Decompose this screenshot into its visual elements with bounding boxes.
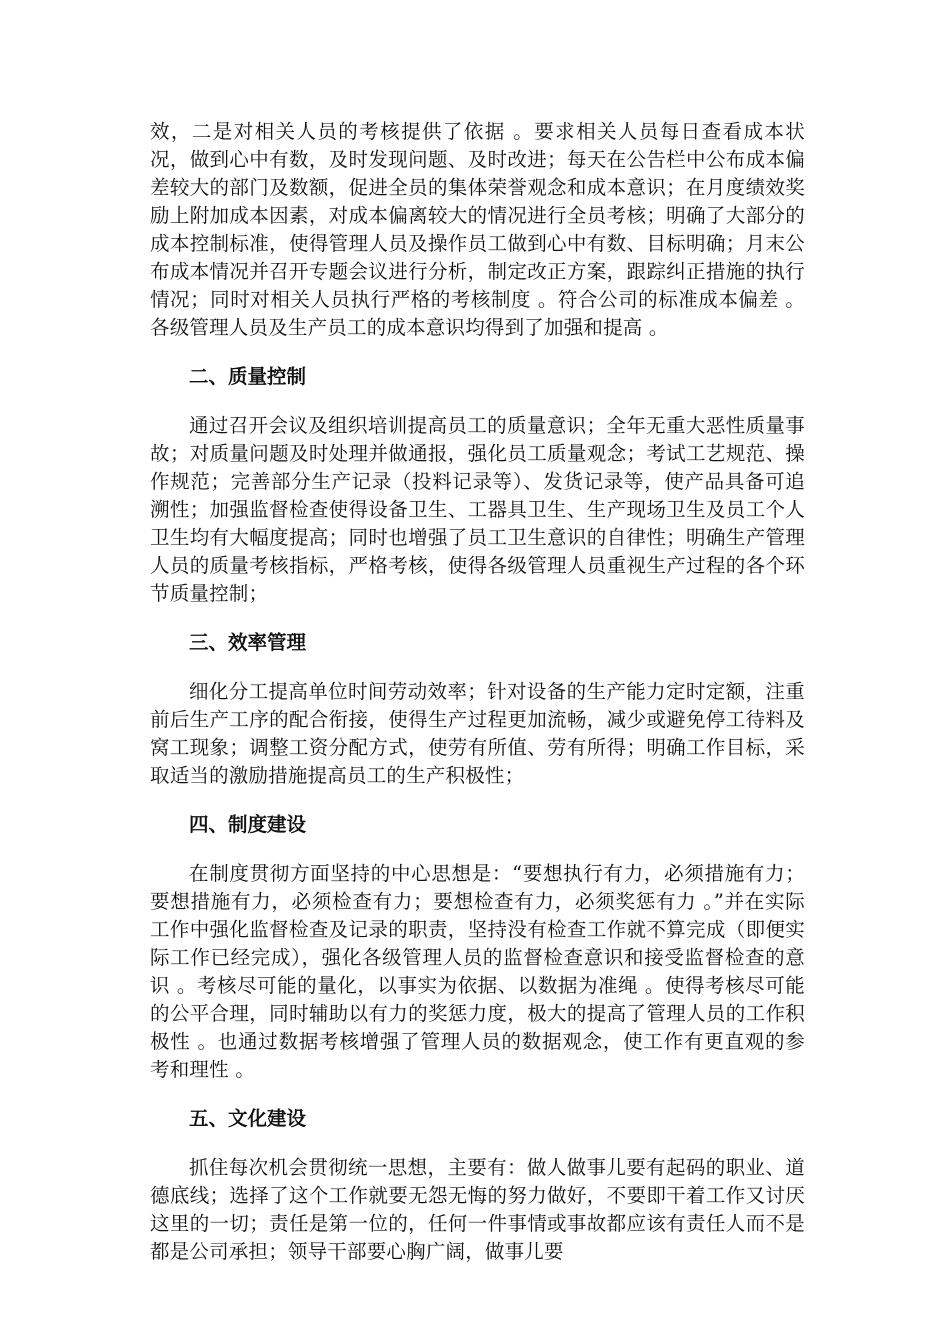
paragraph-system-building: 在制度贯彻方面坚持的中心思想是：“要想执行有力，必须措施有力；要想措施有力，必须检查有力；要想检查有力，必须奖惩有力 。”并在实际工作中强化监督检查及记录的职责，坚持没有检查工作就不算完成（即便实际工作已经完成），强化各级管理人员的监督检查意识和接受监督检查的意识 。考核尽可能的量化，以事实为依据、以数据为准绳 。使得考核尽可能的公平合理，同时辅助以有力的奖惩力度，极大的提高了管理人员的工作积极性 。也通过数据考核增强了管理人员的数据观念，使工作有更直观的参考和理性 。 [150, 862, 805, 1081]
heading-system-building: 四、制度建设 [189, 813, 307, 836]
paragraph-efficiency-management: 细化分工提高单位时间劳动效率；针对设备的生产能力定时定额，注重前后生产工序的配合衔接，使得生产过程更加流畅，减少或避免停工待料及窝工现象；调整工资分配方式，使劳有所值、劳有所得；明确工作目标，采取适当的激励措施提高员工的生产积极性； [150, 680, 805, 787]
heading-efficiency-management: 三、效率管理 [189, 631, 307, 654]
document-page [150, 118, 805, 1266]
paragraph-culture-building: 抓住每次机会贯彻统一思想，主要有：做人做事儿要有起码的职业、道德底线；选择了这个工作就要无怨无悔的努力做好，不要即干着工作又讨厌这里的一切；责任是第一位的，任何一件事情或事故都应该有责任人而不是都是公司承担；领导干部要心胸广阔，做事儿要 [150, 1156, 805, 1263]
paragraph-quality-control: 通过召开会议及组织培训提高员工的质量意识；全年无重大恶性质量事故；对质量问题及时处理并做通报，强化员工质量观念；考试工艺规范、操作规范；完善部分生产记录（投料记录等）、发货记录等，使产品具备可追溯性；加强监督检查使得设备卫生、工器具卫生、生产现场卫生及员工个人卫生均有大幅度提高；同时也增强了员工卫生意识的自律性；明确生产管理人员的质量考核指标，严格考核，使得各级管理人员重视生产过程的各个环节质量控制； [150, 414, 805, 605]
paragraph-cost-control-continued: 效，二是对相关人员的考核提供了依据 。要求相关人员每日查看成本状况，做到心中有数，及时发现问题、及时改进；每天在公告栏中公布成本偏差较大的部门及数额，促进全员的集体荣誉观念和成本意识；在月度绩效奖励上附加成本因素，对成本偏离较大的情况进行全员考核；明确了大部分的成本控制标准，使得管理人员及操作员工做到心中有数、目标明确；月末公布成本情况并召开专题会议进行分析，制定改正方案，跟踪纠正措施的执行情况；同时对相关人员执行严格的考核制度 。符合公司的标准成本偏差 。各级管理人员及生产员工的成本意识均得到了加强和提高 。 [150, 120, 805, 339]
heading-quality-control: 二、质量控制 [189, 365, 307, 388]
heading-culture-building: 五、文化建设 [189, 1107, 307, 1130]
